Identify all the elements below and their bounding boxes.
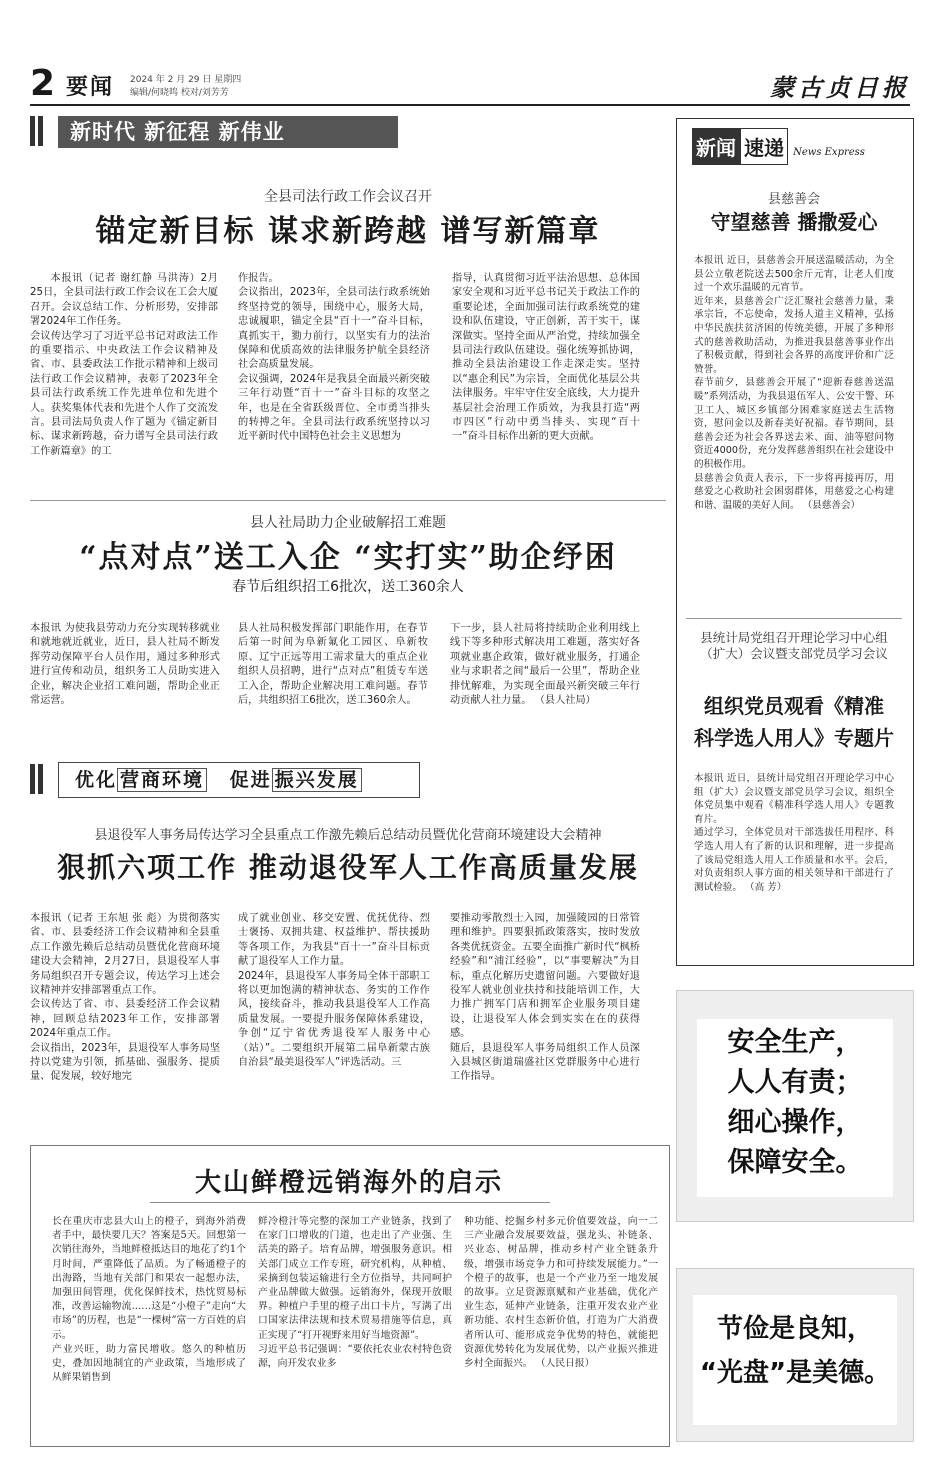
banner-mid-a: 优化: [75, 769, 118, 791]
page-number: 2: [30, 63, 56, 104]
psa-thrift-text: 节俭是良知， “光盘”是美德。: [693, 1295, 897, 1425]
banner-mid: [58, 762, 420, 798]
editor-line: 编辑/何晓鸣 校对/刘芳芳: [130, 88, 229, 98]
sidebar-item2-kicker: 县统计局党组召开理论学习中心组（扩大）会议暨支部党员学习会议: [700, 630, 888, 661]
article3-col2: 成了就业创业、移交安置、优抚优待、烈士褒扬、双拥共建、权益维护、帮扶援助等各项工作，为我县“百十一”奋斗目标贡献了退役军人工作力量。 2024年，县退役军人事务局全体干部职工将以更加饱满的精神状态、务实的工作作风，接续奋斗，推动我县退役军人工作高质量发展。一要提升服务保障体系建设，争创“辽宁省优秀退役军人服务中心（站）”。二要组织开展第二届阜新蒙古族自治县“最美退役军人”评选活动。三: [238, 913, 430, 1069]
banner-mid-bars: [30, 764, 46, 798]
article3-col3: 要推动零散烈士入园，加强陵园的日常管理和维护。四要狠抓政策落实，按时发放各类优抚资金。五要全面推广新时代“枫桥经验”和“浦江经验”，以“事要解决”为目标，重点化解历史遗留问题。六要做好退役军人就业创业扶持和技能培训工作，大力推广拥军门店和拥军企业服务项目建设，让退役军人体会到实实在在的获得感。 随后，县退役军人事务局组织工作人员深入县城区街道瑞盛社区党群服务中心进行工作指导。: [450, 913, 640, 1083]
banner-bars: [30, 116, 46, 150]
sidebar-item2-body: 本报讯 近日，县统计局党组召开理论学习中心组（扩大）会议暨支部党员学习会议，组织全体党员集中观看《精准科学选人用人》专题教育片。 通过学习，全体党员对干部选拔任用程序、科学选人用人有了新的认识和理解，进一步提高了该局党组选人用人工作质量和水平。会后，对负责组织人事方面的相关领导和干部进行了测试检验。 （高 芳）: [694, 773, 894, 893]
sidebar-item1-kicker: 县慈善会: [767, 192, 820, 207]
logo-b: 速递: [740, 128, 788, 165]
section-name: 要闻: [66, 75, 115, 100]
essay-col3: 种功能、挖掘乡村多元价值要效益，向一二三产业融合发展要效益，强龙头、补链条、兴业态、树品牌，推动乡村产业全链条升级，增强市场竞争力和可持续发展能力。”一个橙子的故事，也是一个产业乃至一地发展的故事。立足资源禀赋和产业基础，优化产业生态，延伸产业链条，注重开发农业产业新功能、农村生态新价值，打造为广大消费者所认可、能形成竞争优势的特色，就能把资源优势转化为发展优势，以产业振兴推进乡村全面振兴。 （人民日报）: [464, 1216, 658, 1370]
article3-col1: 本报讯（记者 王东旭 张 彪）为贯彻落实省、市、县委经济工作会议精神和全县重点工作激先赖后总结动员暨优化营商环境建设大会精神，2月27日，县退役军人事务局组织召开专题会议，传达学习上述会议精神并安排部署重点工作。 会议传达了省、市、县委经济工作会议精神，回顾总结2023年工作，安排部署2024年重点工作。 会议指出，2023年，县退役军人事务局坚持以党建为引领，抓基础、强服务、提质量、促发展，较好地完: [30, 913, 220, 1083]
banner-mid-text: [59, 763, 419, 797]
essay-col2: 鲜冷橙汁等完整的深加工产业链条，找到了在家门口增收的门道，也走出了产业强、生活美的路子。培育品牌，增强服务意识。相关部门成立工作专班，研究机构，从种植、采摘到包装运输进行全方位指导，共同呵护产业品牌做大做强。远销海外，保现开放眼界。种植户手里的橙子出口卡片，写满了出口国家法律法规和技术贸易措施等信息，真正实现了“打开视野来用好当地资源”。 习近平总书记强调：“要依托农业农村特色资源，向开发农业多: [258, 1216, 452, 1370]
article2-kicker: 县人社局助力企业破解招工难题: [250, 515, 446, 531]
masthead-rule: [30, 104, 910, 106]
article1-col1: 本报讯（记者 谢红静 马洪涛）2月25日，全县司法行政工作会议在工会大厦召开。会议总结工作、分析形势，安排部署2024年工作任务。 会议传达学习了习近平总书记对政法工作的重要指示、中央政法工作会议精神及省、市、县委政法工作批示精神和上级司法行政工作会议精神，表彰了2023年全县司法行政系统工作先进单位和先进个人。获奖集体代表和先进个人作了交流发言。县司法局负责人作了题为《锚定新目标、谋求新跨越，奋力谱写全县司法行政工作新篇章》的工: [30, 273, 218, 457]
news-express-logo: [692, 128, 898, 166]
sidebar-item2-headline-2: 科学选人用人》专题片: [694, 726, 894, 750]
article2-col2: 县人社局积极发挥部门职能作用，在春节后第一时间为阜新氟化工园区、阜新牧原、辽宁正远等用工需求量大的重点企业组织人员招聘，进行“点对点”租赁专车送工入企，帮助企业解决用工难问题。春节后，共组织招工6批次，送工360余人。: [238, 623, 428, 707]
date-line: 2024 年 2 月 29 日 星期四: [130, 75, 242, 85]
essay-headline: 大山鲜橙远销海外的启示: [194, 1168, 503, 1198]
article2-col3: 下一步，县人社局将持续助企业利用线上线下等多种形式解决用工难题，落实好各项就业惠企政策，做好就业服务，打通企业与求职者之间“最后一公里”，帮助企业排忧解难，为实现全面最兴新突破三年行动贡献人社力量。 （县人社局）: [450, 623, 640, 707]
article1-col2: 作报告。 会议指出，2023年，全县司法行政系统始终坚持党的领导，围绕中心，服务大局，忠诚履职，锚定全县“百十一”奋斗目标，真抓实干，勠力前行，以坚实有力的法治保障和优质高效的法律服务护航全县经济社会高质量发展。 会议强调，2024年是我县全面最兴新突破三年行动暨“百十一”奋斗目标的攻坚之年，也是在全省跃级晋位、全市勇当排头的转搏之年。全县司法行政系统坚持以习近平新时代中国特色社会主义思想为: [238, 273, 430, 443]
psa-safety-text: 安全生产， 人人有责； 细心操作， 保障安全。: [697, 1019, 893, 1197]
paper-name: 蒙古贞日报: [770, 73, 910, 102]
sidebar-item1-body: 本报讯 近日，县慈善会开展送温暖活动，为全县公立敬老院送去500余斤元宵，让老人们度过一个欢乐温暖的元宵节。 近年来，县慈善会广泛汇聚社会慈善力量，秉承宗旨，不忘使命，发扬人道主义精神，弘扬中华民族扶贫济困的传统美德，开展了多种形式的慈善救助活动，为推进我县慈善事业作出了积极贡献，得到社会各界的高度评价和广泛赞誉。 春节前夕，县慈善会开展了“迎新春慈善送温暖”系列活动，为我县退伍军人、公安干警、环卫工人、城区乡镇部分困难家庭送去生活物资，慰问金以及新春美好祝福。春节期间，县慈善会还为社会各界送去米、面、油等慰问物资近4000份，充分发挥慈善组织在社会建设中的积极作用。 县慈善会负责人表示，下一步将再接再厉，用慈爱之心救助社会困弱群体，用慈爱之心构建和谐、温暖的美好人间。 （县慈善会）: [694, 255, 894, 511]
sidebar-divider: [686, 618, 902, 619]
article2-deck: 春节后组织招工6批次，送工360余人: [232, 579, 464, 595]
essay-col1: 长在重庆市忠县大山上的橙子，到海外消费者手中，最快要几天？答案是5天。回想第一次销往海外，当地鲜橙抵达目的地花了约1个月时间，严重降低了品质。为了畅通橙子的出海路，当地有关部门和果农一起想办法，加强田间管理，优化保鲜技术，热忱贸易标准，改善运输物流……这是“小橙子”走向“大市场”的历程，也是“一棵树”富一方百姓的启示。 产业兴旺，助力富民增收。悠久的种植历史，叠加因地制宜的产业政策，当地形成了从鲜果销售到: [52, 1216, 246, 1384]
banner-mid-c: 促进: [229, 769, 272, 791]
banner-mid-b: 营商环境: [117, 768, 207, 792]
logo-en: News Express: [793, 147, 865, 158]
sidebar-item2-headline-1: 组织党员观看《精准: [704, 694, 884, 718]
masthead-info: [130, 74, 241, 100]
banner-top: [58, 116, 398, 148]
psa-thrift: [676, 1268, 914, 1442]
article2-headline: “点对点”送工入企 “实打实”助企纾困: [79, 540, 617, 575]
sidebar-item1-headline: 守望慈善 播撒爱心: [710, 210, 878, 234]
article1-kicker: 全县司法行政工作会议召开: [264, 189, 432, 205]
banner-top-text: 新时代 新征程 新伟业: [70, 120, 285, 144]
article1-col3: 指导，认真贯彻习近平法治思想、总体国家安全观和习近平总书记关于政法工作的重要论述，全面加强司法行政系统党的建设和队伍建设，守正创新，苦干实干，谋深做实。坚持全面从严治党，持续加强全县司法行政队伍建设。强化统筹抓协调，推动全县法治建设工作走深走实。坚持以“惠企利民”为宗旨，全面优化基层公共法律服务。牢牢守住安全底线，大力提升基层社会治理工作质效，为我县打造“两市四区”行动中勇当排头、实现“百十一”奋斗目标作出新的更大贡献。: [452, 273, 640, 443]
divider: [30, 500, 666, 501]
psa-safety: [676, 990, 914, 1222]
sidebar-item2-headline: [686, 690, 902, 754]
banner-mid-d: 振兴发展: [272, 768, 362, 792]
logo-a: 新闻: [692, 128, 740, 165]
essay-rule: [150, 1202, 550, 1203]
article3-headline: 狠抓六项工作 推动退役军人工作高质量发展: [57, 851, 639, 884]
article1-headline: 锚定新目标 谋求新跨越 谱写新篇章: [95, 214, 601, 249]
article2-col1: 本报讯 为使我县劳动力充分实现转移就业和就地就近就业，近日，县人社局不断发挥劳动保障平台人员作用，通过多种形式进行宣传和动员，组织务工人员助实进入企业，解决企业招工难问题，帮助企业正常运营。: [30, 623, 220, 707]
article3-kicker: 县退役军人事务局传达学习全县重点工作激先赖后总结动员暨优化营商环境建设大会精神: [94, 828, 602, 843]
